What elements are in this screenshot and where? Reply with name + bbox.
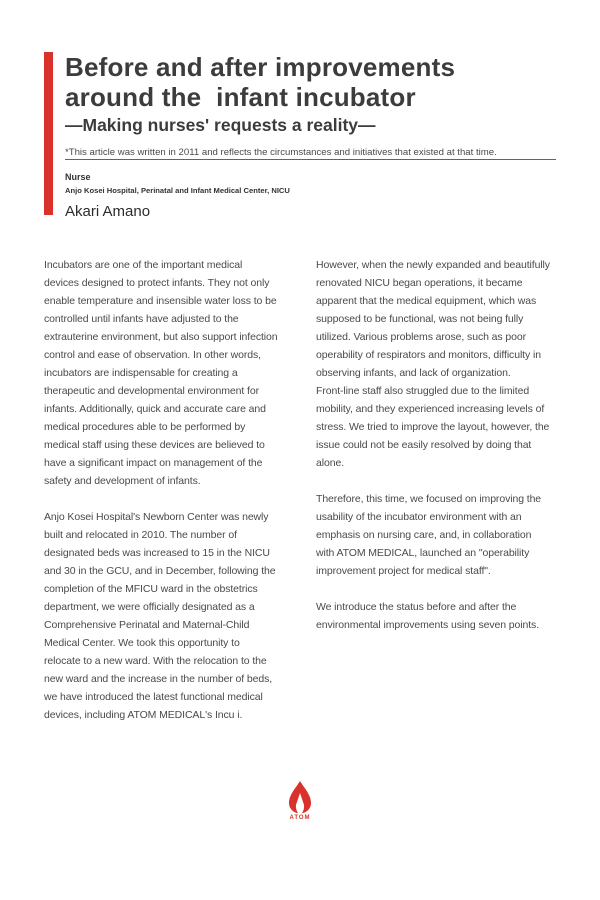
author-name: Akari Amano <box>65 203 151 220</box>
accent-bar <box>44 52 53 215</box>
text-line: usability of the incubator environment with an <box>316 511 522 523</box>
body-paragraph <box>316 256 559 472</box>
atom-logo <box>280 780 320 830</box>
text-line: controlled until infants have adjusted to the <box>44 313 239 325</box>
text-line: supposed to be functional, was not being fully <box>316 313 524 325</box>
text-line: devices designed to protect infants. They not only <box>44 277 270 289</box>
text-line: alone. <box>316 457 345 469</box>
text-line: However, when the newly expanded and beautifully <box>316 259 550 271</box>
text-line: operability of respirators and monitors, difficulty in <box>316 349 541 361</box>
author-block <box>65 172 290 220</box>
text-line: designated beds was increased to 15 in the NICU <box>44 547 270 559</box>
author-role: Nurse <box>65 172 91 182</box>
text-line: we have introduced the latest functional medical <box>44 691 263 703</box>
text-line: renovated NICU began operations, it became <box>316 277 523 289</box>
text-line: apparent that the medical equipment, which was <box>316 295 537 307</box>
text-line: safety and development of infants. <box>44 475 201 487</box>
text-line: and 30 in the GCU, and in December, following the <box>44 565 276 577</box>
text-line: control and ease of observation. In other words, <box>44 349 261 361</box>
title-line-1: Before and after improvements <box>65 52 456 82</box>
text-line: stress. We tried to improve the layout, however, the <box>316 421 550 433</box>
body-paragraph <box>316 490 559 580</box>
text-line: mobility, and they experienced increasing levels of <box>316 403 545 415</box>
body-paragraph <box>316 598 559 634</box>
text-line: medical procedures able to be performed by <box>44 421 246 433</box>
page-subtitle: —Making nurses' requests a reality— <box>65 115 376 135</box>
text-line: medical staff using these devices are believed to <box>44 439 265 451</box>
title-line-2: around the infant incubator <box>65 82 416 112</box>
text-line: built and relocated in 2010. The number of <box>44 529 237 541</box>
text-line: new ward and the increase in the number of beds, <box>44 673 273 685</box>
text-line: Therefore, this time, we focused on improving the <box>316 493 542 505</box>
body-column-left <box>44 256 287 742</box>
text-line: Front-line staff also struggled due to the limited <box>316 385 530 397</box>
text-line: emphasis on nursing care, and, in collaboration <box>316 529 532 541</box>
text-line: incubators are indispensable for creating a <box>44 367 238 379</box>
text-line: infants. Additionally, quick and accurate care and <box>44 403 266 415</box>
text-line: Comprehensive Perinatal and Maternal-Child <box>44 619 250 631</box>
text-line: utilized. Various problems arose, such as poor <box>316 331 526 343</box>
text-line: relocate to a new ward. With the relocation to the <box>44 655 267 667</box>
text-line: Medical Center. We took this opportunity to <box>44 637 240 649</box>
author-affiliation: Anjo Kosei Hospital, Perinatal and Infant Medical Center, NICU <box>65 186 290 195</box>
text-line: Anjo Kosei Hospital's Newborn Center was newly <box>44 511 269 523</box>
text-line: therapeutic and developmental environment for <box>44 385 259 397</box>
page-title <box>65 52 565 112</box>
text-line: enable temperature and insensible water loss to be <box>44 295 277 307</box>
body-paragraph <box>44 256 287 490</box>
header-divider <box>65 159 556 160</box>
body-column-right <box>316 256 559 652</box>
atom-flame-icon <box>287 780 313 814</box>
text-line: extrauterine environment, but also support infection <box>44 331 278 343</box>
text-line: Incubators are one of the important medical <box>44 259 243 271</box>
text-line: with ATOM MEDICAL, launched an "operability <box>316 547 530 559</box>
body-paragraph <box>44 508 287 724</box>
text-line: environmental improvements using seven points. <box>316 619 540 631</box>
text-line: We introduce the status before and after the <box>316 601 517 613</box>
text-line: improvement project for medical staff". <box>316 565 491 577</box>
text-line: have a significant impact on management of the <box>44 457 263 469</box>
text-line: completion of the MFICU ward in the obstetrics <box>44 583 258 595</box>
text-line: department, we were officially designated as a <box>44 601 255 613</box>
text-line: devices, including ATOM MEDICAL's Incu i. <box>44 709 243 721</box>
article-note: *This article was written in 2011 and reflects the circumstances and initiatives that existed at that time. <box>65 147 497 158</box>
text-line: issue could not be easily resolved by doing that <box>316 439 532 451</box>
logo-text: ATOM <box>289 815 311 821</box>
text-line: observing infants, and lack of organization. <box>316 367 511 379</box>
article-header <box>65 52 565 158</box>
